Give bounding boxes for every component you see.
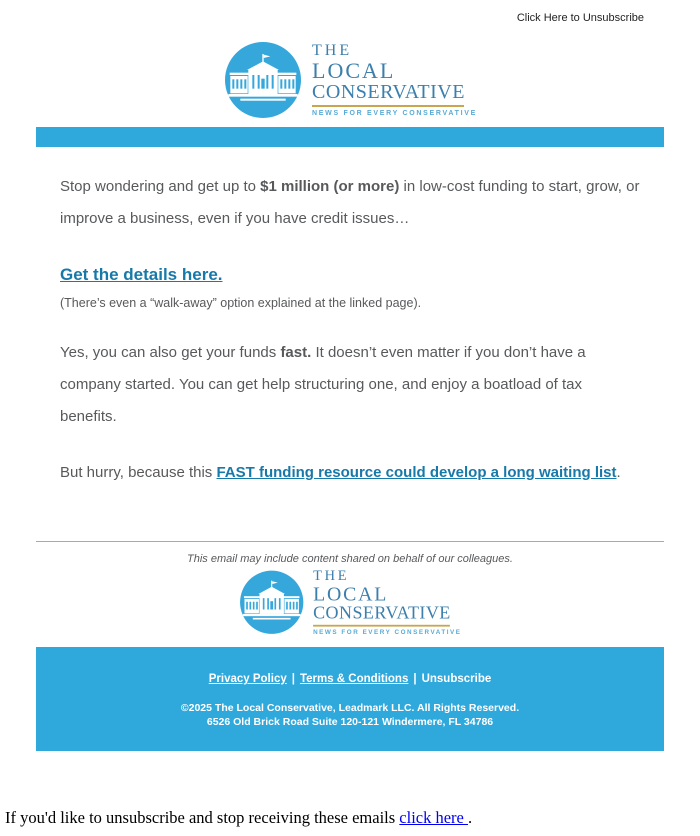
p3-text: But hurry, because this bbox=[60, 464, 217, 481]
footer-divider bbox=[36, 541, 664, 542]
bottom-text: If you'd like to unsubscribe and stop receiving these emails bbox=[5, 808, 400, 827]
footer-separator: | bbox=[413, 673, 417, 685]
logo-line-local: LOCAL bbox=[312, 57, 396, 83]
paragraph-hurry bbox=[60, 457, 640, 489]
terms-conditions-link[interactable]: Terms & Conditions bbox=[299, 673, 409, 685]
logo-gold-divider bbox=[313, 625, 450, 627]
logo-wordmark bbox=[313, 569, 461, 635]
whitehouse-logo-icon bbox=[238, 569, 305, 636]
logo-tagline: NEWS FOR EVERY CONSERVATIVE bbox=[312, 109, 477, 117]
p1-text: Stop wondering and get up to bbox=[60, 178, 261, 195]
footer-unsubscribe-link[interactable]: Unsubscribe bbox=[421, 673, 492, 685]
logo-line-conservative: CONSERVATIVE bbox=[312, 80, 465, 103]
paragraph-fast-funds bbox=[60, 337, 640, 433]
logo-line-conservative: CONSERVATIVE bbox=[313, 603, 451, 623]
privacy-policy-link[interactable]: Privacy Policy bbox=[208, 673, 287, 685]
top-unsubscribe-bar bbox=[36, 0, 664, 24]
p2-text-end: It doesn’t even matter if you don’t have a company started. You can get help structuring one, and enjoy a boatload of tax benefits. bbox=[60, 344, 586, 425]
paragraph-funding-offer bbox=[60, 171, 640, 235]
p3-text-end: . bbox=[616, 464, 621, 481]
whitehouse-logo-icon bbox=[223, 40, 303, 120]
footer-links bbox=[46, 673, 654, 685]
copyright-block bbox=[46, 701, 654, 729]
footer-separator: | bbox=[291, 673, 295, 685]
logo-tagline: NEWS FOR EVERY CONSERVATIVE bbox=[313, 629, 462, 636]
waiting-list-link[interactable]: FAST funding resource could develop a long waiting list bbox=[216, 464, 617, 481]
footer-bar bbox=[36, 647, 664, 751]
top-unsubscribe-link[interactable]: Click Here to Unsubscribe bbox=[516, 12, 644, 24]
client-unsubscribe-line bbox=[5, 808, 472, 828]
copyright-line-2: 6526 Old Brick Road Suite 120-121 Windermere, FL 34786 bbox=[206, 716, 494, 728]
logo-line-the: THE bbox=[312, 42, 353, 60]
header-logo bbox=[223, 40, 477, 120]
logo-line-local: LOCAL bbox=[313, 582, 389, 605]
p1-text-end: in low-cost funding to start, grow, or improve a business, even if you have credit issues… bbox=[60, 178, 640, 227]
email-body bbox=[36, 0, 664, 751]
logo-line-the: THE bbox=[313, 568, 350, 584]
logo-gold-divider bbox=[312, 105, 464, 107]
email-content bbox=[36, 171, 664, 489]
p2-bold-fast: fast. bbox=[280, 344, 312, 361]
colleagues-disclaimer: This email may include content shared on behalf of our colleagues. bbox=[187, 553, 513, 565]
header-accent-bar bbox=[36, 127, 664, 147]
copyright-line-1: ©2025 The Local Conservative, Leadmark LLC. All Rights Reserved. bbox=[180, 702, 520, 714]
p1-bold-amount: $1 million (or more) bbox=[260, 178, 400, 195]
logo-wordmark bbox=[312, 43, 477, 117]
bottom-text-end: . bbox=[468, 808, 473, 827]
footer-logo bbox=[238, 569, 461, 636]
get-details-link[interactable]: Get the details here. bbox=[60, 265, 223, 284]
bottom-click-here-link[interactable]: click here bbox=[399, 808, 469, 827]
walk-away-note: (There’s even a “walk-away” option explained at the linked page). bbox=[60, 296, 422, 310]
p2-text: Yes, you can also get your funds bbox=[60, 344, 281, 361]
cta-line bbox=[60, 265, 640, 285]
